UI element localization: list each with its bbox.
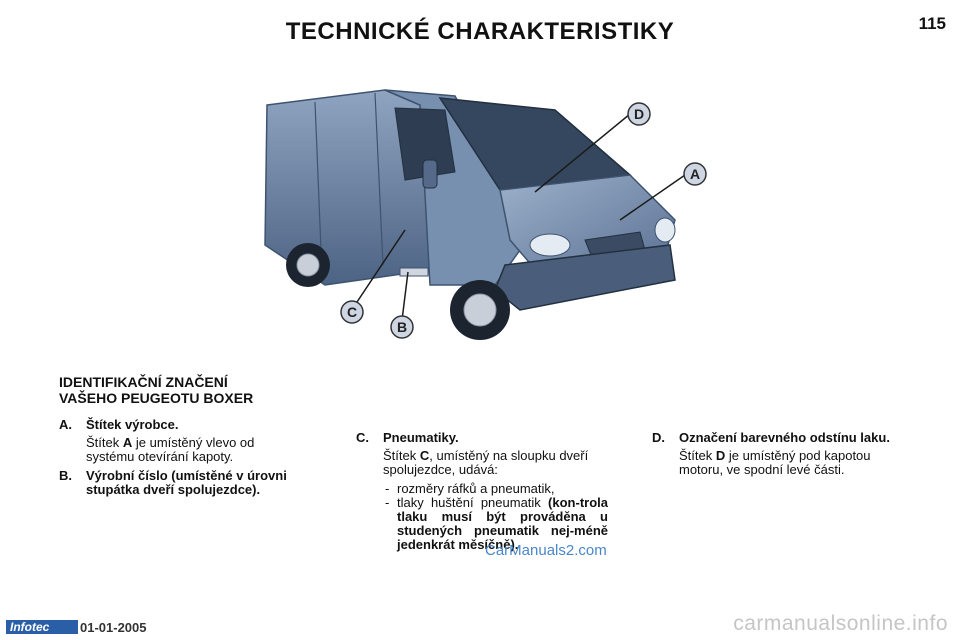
item-b [59, 469, 299, 497]
svg-text:C: C [346, 304, 358, 320]
item-a-letter: A. [59, 417, 72, 432]
svg-text:A: A [689, 166, 701, 182]
list-item: - tlaky huštění pneumatik (kon-trola tlaku musí být prováděna u studených pneumatik nej-méně jedenkrát měsíčně). [385, 495, 608, 552]
watermark-link[interactable]: CarManuals2.com [485, 542, 607, 559]
column-middle [356, 431, 608, 552]
item-d [652, 431, 902, 477]
item-c-title: Pneumatiky. [383, 430, 459, 445]
section-heading-line2: VAŠEHO PEUGEOTU BOXER [59, 390, 254, 406]
item-a-title: Štítek výrobce. [86, 417, 179, 432]
item-a [59, 418, 299, 464]
van-illustration [255, 80, 725, 345]
callout-a [684, 163, 706, 185]
infotec-logo: Infotec [6, 620, 78, 634]
page-title: TECHNICKÉ CHARAKTERISTIKY [285, 18, 675, 45]
section-heading [59, 374, 339, 406]
item-d-text: Štítek D je umístěný pod kapotou motoru, ve spodní levé části. [679, 448, 871, 477]
page-number: 115 [918, 14, 946, 33]
callout-b [391, 316, 413, 338]
footer-site-watermark[interactable]: carmanualsonline.info [733, 612, 948, 635]
column-left [59, 418, 299, 497]
section-heading-line1: IDENTIFIKAČNÍ ZNAČENÍ [59, 374, 228, 390]
item-c-letter: C. [356, 430, 369, 445]
svg-text:D: D [633, 106, 645, 122]
svg-text:B: B [396, 319, 408, 335]
column-right [652, 431, 902, 477]
item-d-title: Označení barevného odstínu laku. [679, 430, 890, 445]
callout-c [341, 301, 363, 323]
item-c-text: Štítek C, umístěný na sloupku dveří spolujezdce, udává: [383, 448, 589, 477]
item-b-title: Výrobní číslo (umístěné v úrovni stupátka dveří spolujezdce). [86, 468, 287, 497]
footer-date: 01-01-2005 [80, 620, 147, 635]
item-b-letter: B. [59, 468, 72, 483]
item-c [356, 431, 608, 552]
item-a-text: Štítek A je umístěný vlevo od systému otevírání kapoty. [86, 435, 255, 464]
item-d-letter: D. [652, 430, 665, 445]
list-item: - rozměry ráfků a pneumatik, [385, 481, 555, 496]
callout-d [628, 103, 650, 125]
